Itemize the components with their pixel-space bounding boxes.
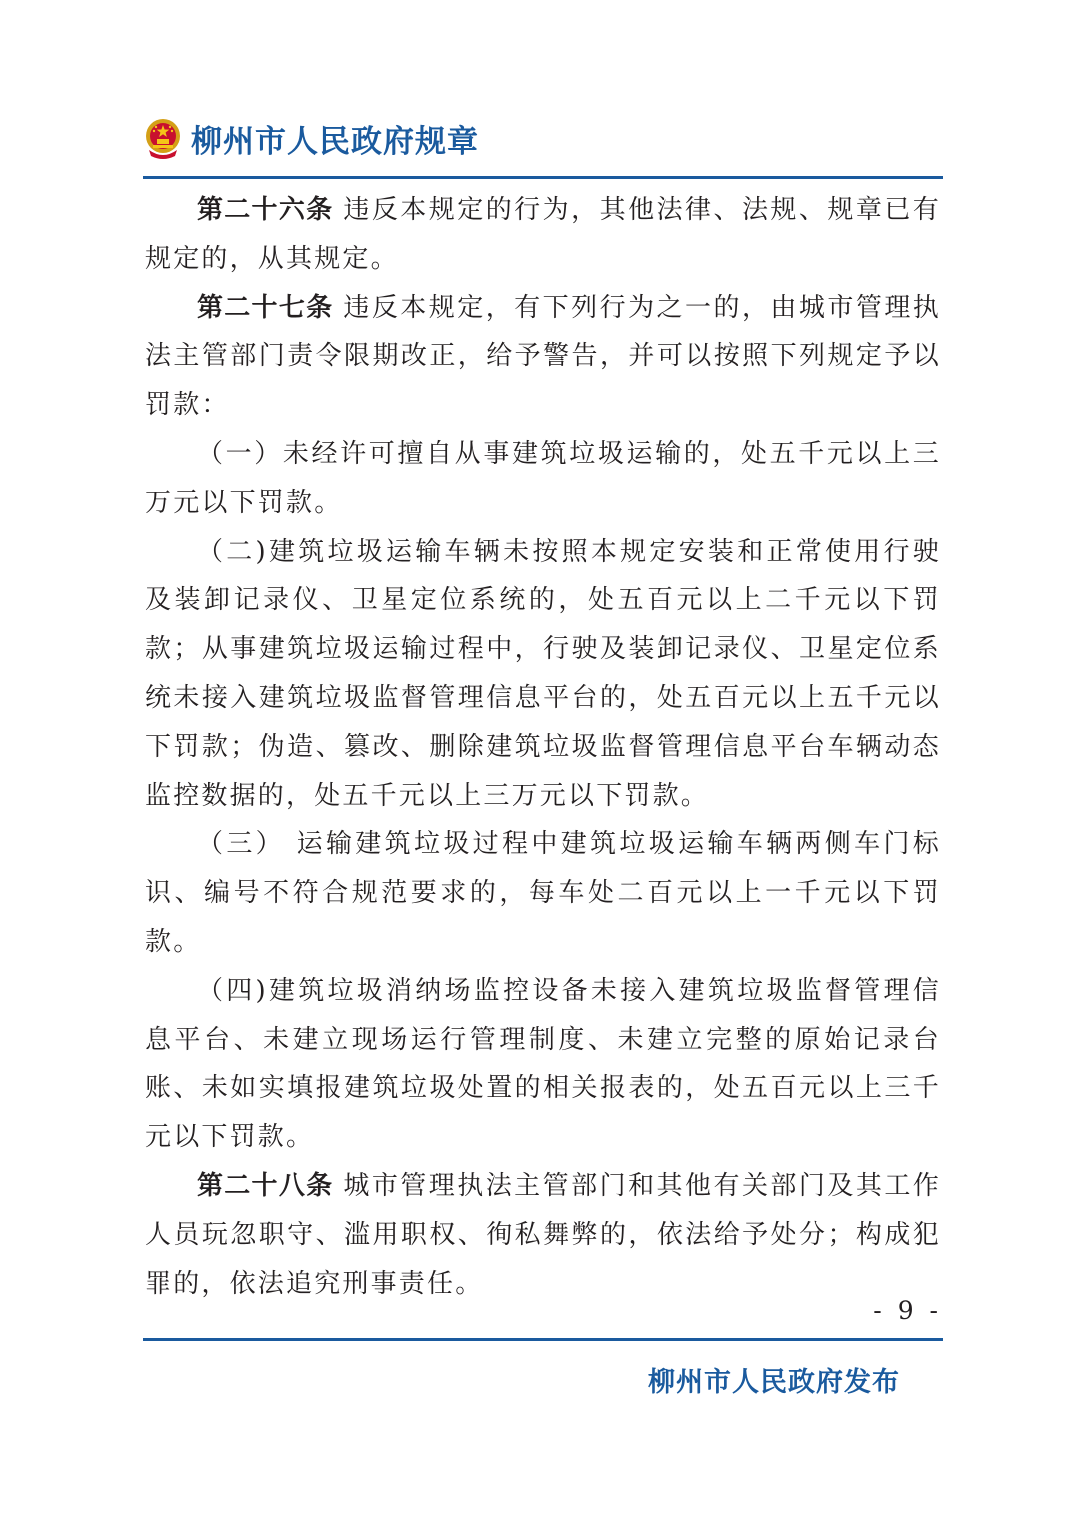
article-27-item-4: （四)建筑垃圾消纳场监控设备未接入建筑垃圾监督管理信息平台、未建立现场运行管理制度、未建立完整的原始记录台账、未如实填报建筑垃圾处置的相关报表的，处五百元以上三千元以下罚款。: [145, 975, 941, 1153]
article-26-text: 违反本规定的行为，其他法律、法规、规章已有规定的，从其规定。: [145, 195, 941, 274]
publisher-footer: 柳州市人民政府发布: [648, 1367, 900, 1398]
article-27-item-2: （二)建筑垃圾运输车辆未按照本规定安装和正常使用行驶及装卸记录仪、卫星定位系统的，处五百元以上二千元以下罚款；从事建筑垃圾运输过程中，行驶及装卸记录仪、卫星定位系统未接入建筑垃圾监督管理信息平台的，处五百元以上五千元以下罚款；伪造、篡改、删除建筑垃圾监督管理信息平台车辆动态监控数据的，处五千元以上三万元以下罚款。: [145, 536, 941, 811]
article-27-text: 违反本规定，有下列行为之一的，由城市管理执法主管部门责令限期改正，给予警告，并可以按照下列规定予以罚款：: [145, 292, 941, 421]
article-28-text: 城市管理执法主管部门和其他有关部门及其工作人员玩忽职守、滥用职权、徇私舞弊的，依法给予处分；构成犯罪的，依法追究刑事责任。: [145, 1170, 941, 1299]
document-body: [145, 186, 941, 1308]
article-28: [145, 1162, 941, 1308]
article-27-item-3: （三） 运输建筑垃圾过程中建筑垃圾运输车辆两侧车门标识、编号不符合规范要求的，每车处二百元以上一千元以下罚款。: [145, 829, 941, 957]
national-emblem-icon: [143, 116, 183, 160]
article-26: [145, 186, 941, 284]
article-27-heading: 第二十七条: [197, 292, 334, 323]
page-number: - 9 -: [873, 1296, 942, 1325]
page-header: [143, 112, 479, 164]
footer-divider: [143, 1338, 943, 1341]
header-divider: [143, 176, 943, 179]
article-27-item-1: （一）未经许可擅自从事建筑垃圾运输的，处五千元以上三万元以下罚款。: [145, 438, 941, 518]
article-28-heading: 第二十八条: [197, 1170, 334, 1201]
article-26-heading: 第二十六条: [197, 195, 334, 225]
document-series-title: 柳州市人民政府规章: [191, 123, 479, 160]
article-27: [145, 284, 941, 430]
